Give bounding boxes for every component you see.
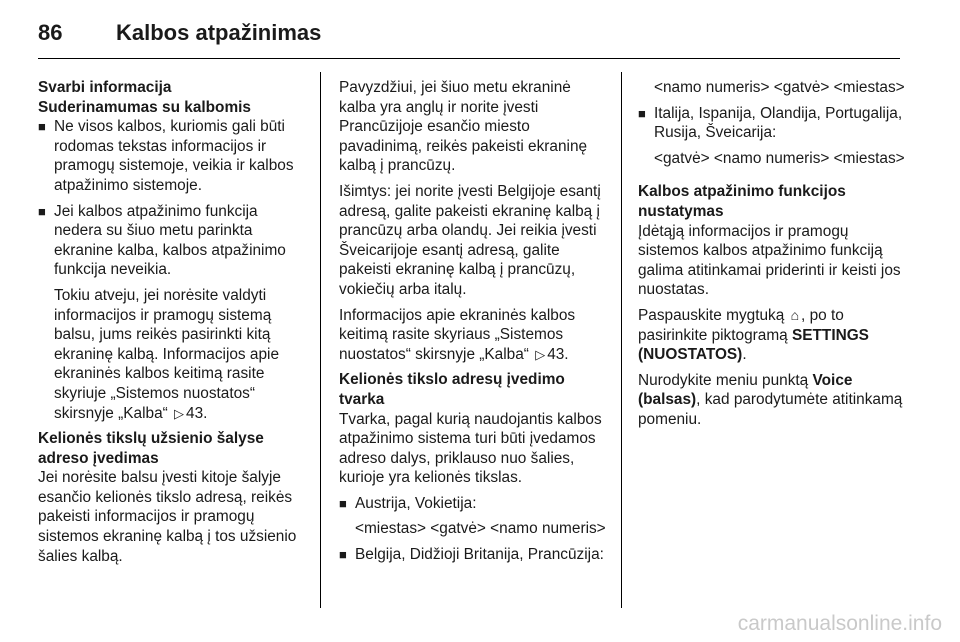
address-order-list-2 <box>339 545 607 565</box>
address-order-list-3 <box>638 104 906 143</box>
column-left <box>38 78 306 572</box>
paragraph: Jei norėsite balsu įvesti kitoje šalyje esančio kelionės tikslo adresą, reikės pakeisti informacijos ir pramogų sistemos ekraninę kalbą į tos užsienio šalies kalbą. <box>38 469 297 565</box>
paragraph-text: Nurodykite meniu punktą <box>638 371 809 389</box>
paragraph: Pavyzdžiui, jei šiuo metu ekraninė kalba yra anglų ir norite įvesti Prancūzijoje esančio miesto pavadinimą, reikės pakeisti ekraninę kalbą į prancūzų. <box>339 79 588 175</box>
paragraph: Įdėtąją informacijos ir pramogų sistemos kalbos atpažinimo funkciją galima atitinkamai priderinti ir keisti jos nuostatas. <box>638 222 901 299</box>
page-header <box>38 16 321 50</box>
list-item: ■ Ne visos kalbos, kuriomis gali būti rodomas tekstas informacijos ir pramogų sistemoje, veikia ir kalbos atpažinimo sistemoje. <box>38 117 306 195</box>
address-order-list <box>339 494 607 514</box>
address-format: <gatvė> <namo numeris> <miestas> <box>654 149 905 167</box>
address-format: <namo numeris> <gatvė> <miestas> <box>654 79 905 96</box>
page-reference-icon: ▷ <box>535 346 546 362</box>
list-item: ■ Italija, Ispanija, Olandija, Portugalija, Rusija, Šveicarija: <box>638 104 906 143</box>
voice-label: Voice (balsas) <box>638 371 853 409</box>
paragraph-text: , kad parodytumėte atitinkamą pomeniu. <box>638 391 903 428</box>
page-reference: 43. <box>547 345 569 363</box>
column-middle <box>339 78 607 571</box>
home-button-icon: ⌂ <box>790 306 800 323</box>
column-right <box>638 78 906 436</box>
section-heading-compatibility: Suderinamumas su kalbomis <box>38 98 251 116</box>
page-reference-icon: ▷ <box>174 405 185 421</box>
page-title: Kalbos atpažinimas <box>116 20 322 45</box>
paragraph <box>638 371 906 430</box>
paragraph: Išimtys: jei norite įvesti Belgijoje esantį adresą, galite pakeisti ekraninę kalbą į prancūzų arba olandų. Jei reikia įvesti Šveicarijoje esantį adresą, galite pakeisti ekraninę kalbą į prancūzų, vokiečių arba italų. <box>339 182 601 298</box>
paragraph <box>38 286 306 423</box>
paragraph-text: , po to pasirinkite piktogramą <box>638 306 844 344</box>
paragraph-text: Tokiu atveju, jei norėsite valdyti informacijos ir pramogų sistemą balsu, jums reikės pasirinkti kitą ekraninę kalbą. Informacijos apie ekraninės kalbos keitimą rasite skyriuje „Sistemos nuostatos“ skirsnyje „Kalba“ <box>54 286 279 422</box>
list-item: ■ Austrija, Vokietija: <box>339 494 607 514</box>
paragraph-text: Paspauskite mygtuką <box>638 306 785 324</box>
paragraph-text: Informacijos apie ekraninės kalbos keitimą rasite skyriaus „Sistemos nuostatos“ skirsnyje „Kalba“ <box>339 306 576 363</box>
column-divider-2 <box>621 72 622 608</box>
section-heading-foreign-address: Kelionės tikslų užsienio šalyse adreso įvedimas <box>38 430 264 467</box>
address-format: <miestas> <gatvė> <namo numeris> <box>355 520 606 538</box>
list-item: ■ Belgija, Didžioji Britanija, Prancūzija: <box>339 545 607 565</box>
list-item: ■ Jei kalbos atpažinimo funkcija nedera su šiuo metu parinkta ekranine kalba, kalbos atpažinimo funkcija neveikia. <box>38 202 306 280</box>
section-heading-address-order: Kelionės tikslo adresų įvedimo tvarka <box>339 371 565 408</box>
header-rule <box>38 58 900 59</box>
watermark: carmanualsonline.info <box>737 612 942 635</box>
paragraph-text: . <box>742 346 747 364</box>
paragraph <box>638 306 906 365</box>
compatibility-list <box>38 117 306 280</box>
section-heading-important: Svarbi informacija <box>38 79 172 96</box>
paragraph: Tvarka, pagal kurią naudojantis kalbos atpažinimo sistema turi būti įvedamos adreso dalys, priklauso nuo šalies, kurioje yra kelionės tikslas. <box>339 410 602 487</box>
section-heading-settings: Kalbos atpažinimo funkcijos nustatymas <box>638 183 846 220</box>
settings-label: SETTINGS (NUOSTATOS) <box>638 326 869 364</box>
page-number: 86 <box>38 20 63 45</box>
column-divider-1 <box>320 72 321 608</box>
paragraph <box>339 306 607 365</box>
page-reference: 43. <box>186 404 208 422</box>
